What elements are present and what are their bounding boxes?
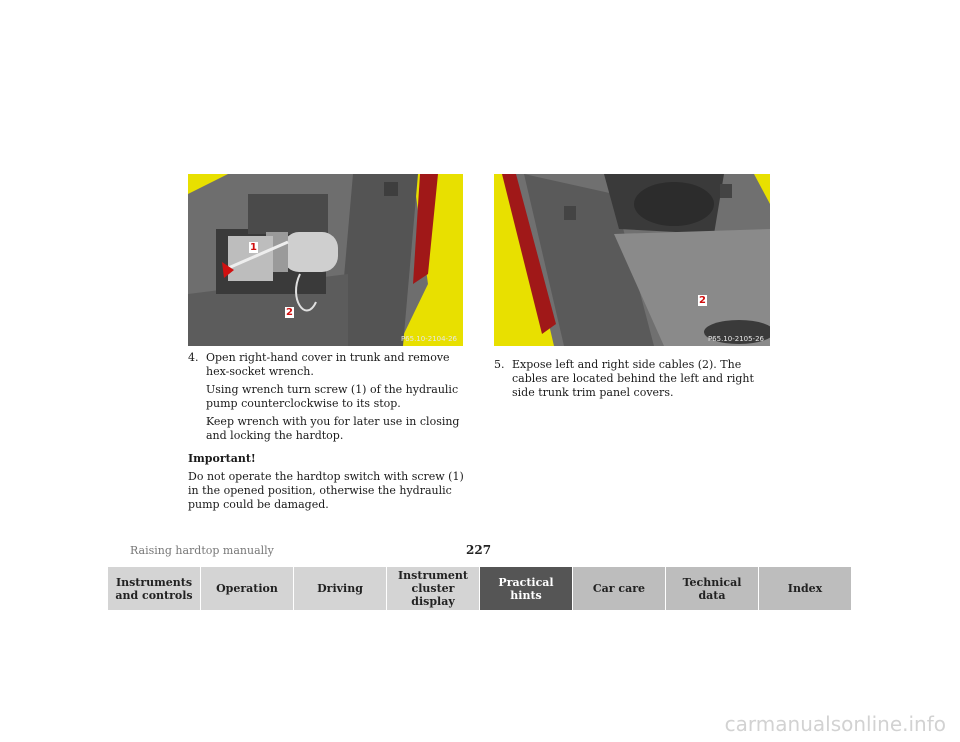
tab-index[interactable]: Index xyxy=(759,567,851,610)
instructions-left xyxy=(188,351,468,512)
instruction-paragraph: Keep wrench with you for later use in closing and locking the hardtop. xyxy=(206,415,460,442)
step-5 xyxy=(494,358,774,400)
figure-code: P65.10-2104-26 xyxy=(400,335,457,343)
photo-trunk-illustration xyxy=(494,174,770,346)
tab-instrument-cluster-display[interactable]: Instrument cluster display xyxy=(387,567,480,610)
important-heading: Important! xyxy=(188,452,256,465)
callout-cable: 2 xyxy=(699,295,706,306)
tab-instruments-and-controls[interactable]: Instruments and controls xyxy=(108,567,201,610)
callout-cable: 2 xyxy=(286,307,293,318)
tab-practical-hints[interactable]: Practical hints xyxy=(480,567,573,610)
tab-technical-data[interactable]: Technical data xyxy=(666,567,759,610)
tab-driving[interactable]: Driving xyxy=(294,567,387,610)
important-text: Do not operate the hardtop switch with screw (1) in the opened position, otherwise the hydraulic pump could be damaged. xyxy=(188,470,464,511)
step-text: Expose left and right side cables (2). The cables are located behind the left and right side trunk trim panel covers. xyxy=(512,358,754,399)
chapter-tab-bar xyxy=(108,567,851,610)
watermark: carmanualsonline.info xyxy=(724,712,946,736)
step-4 xyxy=(188,351,468,379)
figure-hydraulic-pump xyxy=(188,174,463,346)
figure-trunk-cables xyxy=(494,174,770,346)
section-title: Raising hardtop manually xyxy=(130,544,274,557)
tab-car-care[interactable]: Car care xyxy=(573,567,666,610)
callout-screw: 1 xyxy=(250,242,257,253)
step-number: 4. xyxy=(188,351,199,364)
page-number: 227 xyxy=(466,543,492,557)
step-number: 5. xyxy=(494,358,505,371)
instruction-paragraph: Using wrench turn screw (1) of the hydraulic pump counterclockwise to its stop. xyxy=(206,383,459,410)
tab-operation[interactable]: Operation xyxy=(201,567,294,610)
figure-code: P65.10-2105-26 xyxy=(707,335,764,343)
photo-pump-illustration xyxy=(188,174,463,346)
step-text: Open right-hand cover in trunk and remove hex-socket wrench. xyxy=(206,351,450,378)
instructions-right xyxy=(494,358,774,400)
